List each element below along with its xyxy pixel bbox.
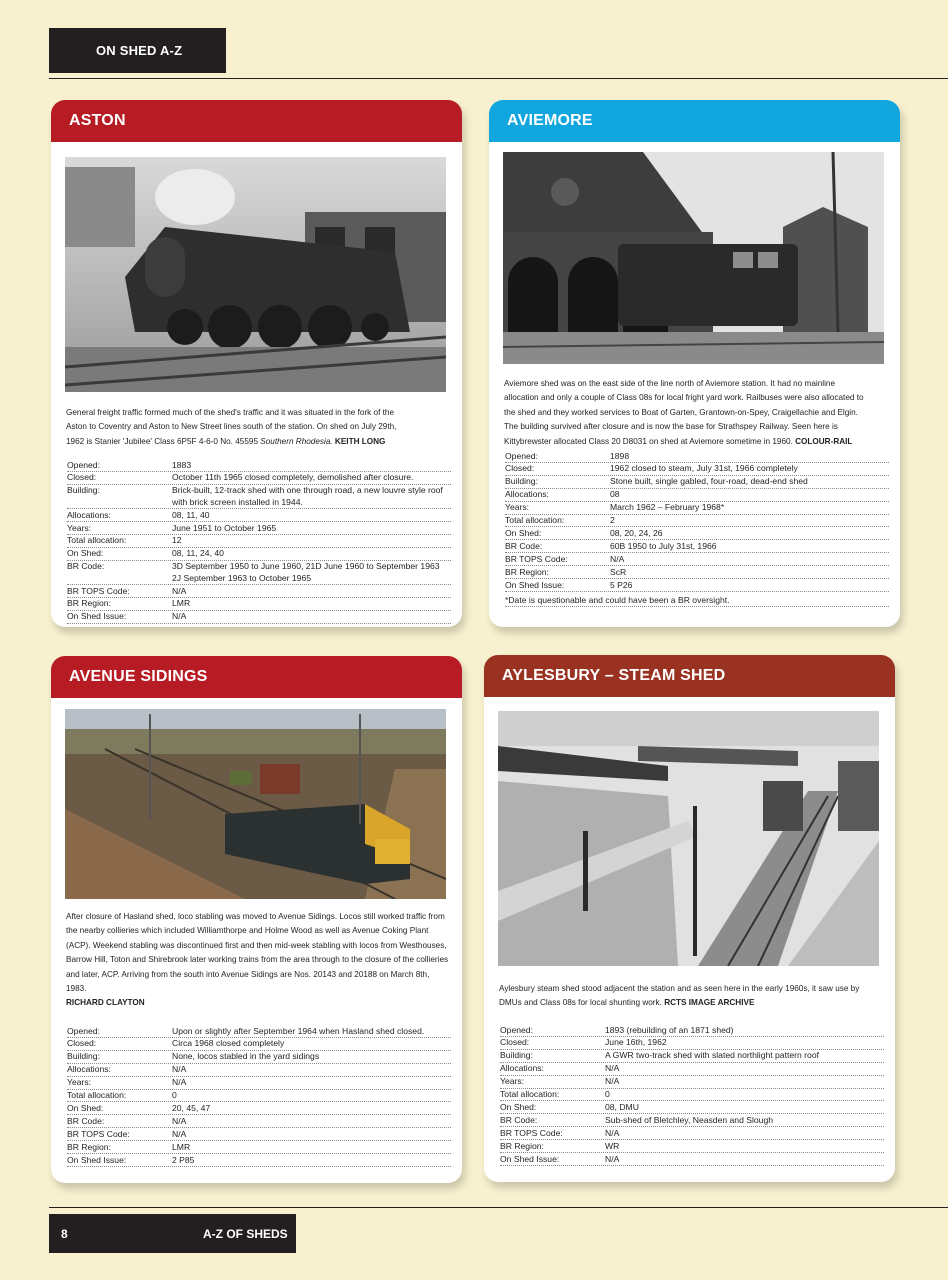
table-row [67, 459, 451, 472]
row-value: 1962 closed to steam, July 31st, 1966 completely [610, 463, 798, 474]
table-row [67, 1064, 451, 1077]
row-label: On Shed Issue: [500, 1153, 560, 1164]
table-row [500, 1037, 884, 1050]
table-row [67, 1154, 451, 1167]
card-title: AYLESBURY – STEAM SHED [502, 667, 726, 684]
row-label: Allocations: [67, 1064, 111, 1075]
table-row [505, 527, 889, 540]
table-row [500, 1024, 884, 1037]
photo-aylesbury-station [498, 711, 879, 966]
table-row [67, 535, 451, 548]
table-row [67, 485, 451, 509]
row-label: BR Region: [500, 1140, 544, 1151]
table-row [67, 585, 451, 598]
row-label: Allocations: [500, 1063, 544, 1074]
photo-caption: Aviemore shed was on the east side of the line north of Aviemore station. It had no mainline allocation and only a couple of Class 08s for local fright yard work. Railbuses were also allocated to the shed and they worked services to Boat of Garten, Grantown-on-Spey, Craigellachie and Elgin. The building survived after closure and is now the base for Strathspey Railway. Seen here is Kittybrewster allocated Class 20 D8031 on shed at Aviemore sometime in 1960. COLOUR-RAIL [504, 379, 864, 446]
section-title: ON SHED A-Z [96, 43, 183, 58]
row-label: Building: [500, 1050, 533, 1061]
row-value: A GWR two-track shed with slated northlight pattern roof [605, 1050, 819, 1061]
row-label: Closed: [67, 1038, 97, 1049]
row-label: Building: [67, 485, 100, 496]
photo-caption: Aylesbury steam shed stood adjacent the station and as seen here in the early 1960s, it saw use by DMUs and Class 08s for local shunting work. RCTS IMAGE ARCHIVE [499, 984, 860, 1008]
table-row [500, 1050, 884, 1063]
table-row [67, 1077, 451, 1090]
table-row [500, 1114, 884, 1127]
row-label: Opened: [505, 450, 538, 461]
row-value: 20, 45, 47 [172, 1102, 211, 1113]
row-value: 2 P85 [172, 1154, 195, 1165]
row-value: N/A [172, 585, 187, 596]
photo-caption: After closure of Hasland shed, loco stabling was moved to Avenue Sidings. Locos still worked traffic from the nearby collieries which included Williamthorpe and Holme Wood as well as Avenue Coking Plant (ACP). Weekend stabling was discontinued first and then mid-week stabling with locos from Westhouses, Barrow Hill, Toton and Shirebrook later working trains from the area through to the closure of the collieries and later, ACP. Arriving from the south into Avenue Sidings are Nos. 20143 and 20188 on March 8th, 1983. RICHARD CLAYTON [66, 912, 449, 1008]
row-value: 1898 [610, 450, 630, 461]
row-value: N/A [605, 1127, 620, 1138]
row-value: N/A [605, 1153, 620, 1164]
table-row [500, 1076, 884, 1089]
row-value: 60B 1950 to July 31st, 1966 [610, 540, 717, 551]
row-value: Sub-shed of Bletchley, Neasden and Slough [605, 1114, 774, 1125]
table-row [67, 1102, 451, 1115]
page-footer [49, 1214, 296, 1253]
table-row [505, 463, 889, 476]
table-row [67, 598, 451, 611]
row-value: ScR [610, 566, 627, 577]
row-value: N/A [610, 553, 625, 564]
row-value: 5 P26 [610, 579, 633, 590]
row-label: BR TOPS Code: [67, 1128, 130, 1139]
card-title-bar [51, 656, 462, 698]
row-value: None, locos stabled in the yard sidings [172, 1051, 320, 1062]
row-value: WR [605, 1140, 620, 1151]
table-row [67, 472, 451, 485]
row-label: Closed: [505, 463, 535, 474]
row-label: BR Code: [67, 1115, 105, 1126]
table-row [67, 548, 451, 561]
row-label: Total allocation: [67, 535, 127, 546]
row-label: BR Code: [500, 1114, 538, 1125]
card-aviemore [489, 100, 900, 627]
footer-divider [49, 1207, 948, 1208]
row-label: On Shed: [67, 1102, 104, 1113]
row-label: Total allocation: [505, 515, 565, 526]
table-row [67, 1025, 451, 1038]
table-row [67, 509, 451, 522]
row-label: Allocations: [505, 489, 549, 500]
row-value: LMR [172, 1141, 191, 1152]
row-value: October 11th 1965 closed completely, demolished after closure. [172, 472, 414, 483]
row-value: LMR [172, 598, 191, 609]
photo-caption: General freight traffic formed much of the shed's traffic and it was situated in the fork of the Aston to Coventry and Aston to New Street lines south of the station. On shed on July 29th, 1962 is Stanier 'Jubilee' Class 6P5F 4-6-0 No. 45595 Southern Rhodesia. KEITH LONG [66, 408, 397, 446]
row-label: BR Region: [67, 1141, 111, 1152]
shed-details-table [67, 1025, 451, 1167]
row-label: Allocations: [67, 509, 111, 520]
table-row [505, 553, 889, 566]
row-label: BR Code: [67, 561, 105, 572]
table-row [505, 476, 889, 489]
row-value: Brick-built, 12-track shed with one through road, a new louvre style roof with brick screen installed in 1944. [172, 485, 443, 507]
row-label: BR Code: [505, 540, 543, 551]
row-label: On Shed: [500, 1101, 537, 1112]
table-row [67, 1128, 451, 1141]
table-row [505, 489, 889, 502]
row-label: Closed: [500, 1037, 530, 1048]
row-value: 08, DMU [605, 1101, 639, 1112]
row-label: Years: [67, 522, 92, 533]
row-label: BR Region: [505, 566, 549, 577]
card-aston [51, 100, 462, 627]
row-value: June 16th, 1962 [605, 1037, 667, 1048]
row-label: Closed: [67, 472, 97, 483]
row-label: Opened: [67, 459, 100, 470]
card-avenue-sidings [51, 656, 462, 1183]
footnote: *Date is questionable and could have been a BR oversight. [505, 594, 889, 607]
row-value: 12 [172, 535, 182, 546]
table-row [67, 561, 451, 585]
row-value: June 1951 to October 1965 [172, 522, 277, 533]
table-row [500, 1089, 884, 1102]
page-number: 8 [61, 1226, 68, 1241]
section-header [49, 28, 226, 73]
row-value: 0 [605, 1089, 610, 1100]
row-value: Stone built, single gabled, four-road, dead-end shed [610, 476, 808, 487]
photo-diesel-shed [503, 152, 884, 364]
row-value: N/A [605, 1063, 620, 1074]
table-row [500, 1153, 884, 1166]
row-value: N/A [172, 1128, 187, 1139]
table-row [67, 1038, 451, 1051]
row-value: March 1962 – February 1968* [610, 502, 725, 513]
row-label: BR Region: [67, 598, 111, 609]
row-label: Building: [67, 1051, 100, 1062]
card-title: AVENUE SIDINGS [69, 668, 208, 685]
row-label: Total allocation: [67, 1090, 127, 1101]
table-row [500, 1127, 884, 1140]
row-label: Total allocation: [500, 1089, 560, 1100]
row-label: Years: [67, 1077, 92, 1088]
table-row [500, 1063, 884, 1076]
row-value: Upon or slightly after September 1964 when Hasland shed closed. [172, 1025, 425, 1036]
row-label: Years: [500, 1076, 525, 1087]
header-divider [49, 78, 948, 79]
row-value: N/A [172, 1064, 187, 1075]
photo-steam-locomotive [65, 157, 446, 392]
card-aylesbury [484, 655, 895, 1182]
publication-title: A-Z OF SHEDS [203, 1226, 288, 1241]
shed-details-table [505, 450, 889, 592]
row-value: 08 [610, 489, 620, 500]
table-row [67, 1115, 451, 1128]
photo-avenue-sidings [65, 709, 446, 899]
card-title-bar [484, 655, 895, 697]
row-label: On Shed: [67, 548, 104, 559]
row-label: BR TOPS Code: [505, 553, 568, 564]
row-value: 3D September 1950 to June 1960, 21D June 1960 to September 1963 2J September 1963 to October 1965 [172, 561, 440, 583]
row-label: On Shed Issue: [505, 579, 565, 590]
shed-details-table [500, 1024, 884, 1166]
table-row [505, 515, 889, 528]
row-label: Years: [505, 502, 530, 513]
table-row [67, 1090, 451, 1103]
row-value: Circa 1968 closed completely [172, 1038, 285, 1049]
table-row [500, 1101, 884, 1114]
row-value: 08, 11, 24, 40 [172, 548, 224, 559]
row-value: 08, 11, 40 [172, 509, 210, 520]
table-row [505, 450, 889, 463]
table-row [67, 1141, 451, 1154]
shed-details-table [67, 459, 451, 624]
table-row [67, 1051, 451, 1064]
row-value: N/A [605, 1076, 620, 1087]
row-label: BR TOPS Code: [500, 1127, 563, 1138]
table-row [500, 1140, 884, 1153]
row-label: BR TOPS Code: [67, 585, 130, 596]
row-value: 08, 20, 24, 26 [610, 527, 663, 538]
row-label: Opened: [500, 1024, 533, 1035]
table-row [505, 540, 889, 553]
row-value: 1883 [172, 459, 192, 470]
row-value: 0 [172, 1090, 177, 1101]
table-row [67, 611, 451, 624]
card-title: AVIEMORE [507, 112, 593, 129]
table-row [505, 579, 889, 592]
row-label: On Shed Issue: [67, 611, 127, 622]
row-value: N/A [172, 1115, 187, 1126]
row-label: Opened: [67, 1025, 100, 1036]
table-row [505, 566, 889, 579]
row-label: On Shed: [505, 527, 542, 538]
card-title: ASTON [69, 112, 126, 129]
row-value: 1893 (rebuilding of an 1871 shed) [605, 1024, 734, 1035]
row-value: 2 [610, 515, 615, 526]
table-row [505, 502, 889, 515]
card-title-bar [51, 100, 462, 142]
row-value: N/A [172, 611, 187, 622]
row-label: On Shed Issue: [67, 1154, 127, 1165]
table-row [67, 522, 451, 535]
row-value: N/A [172, 1077, 187, 1088]
row-label: Building: [505, 476, 538, 487]
card-title-bar [489, 100, 900, 142]
